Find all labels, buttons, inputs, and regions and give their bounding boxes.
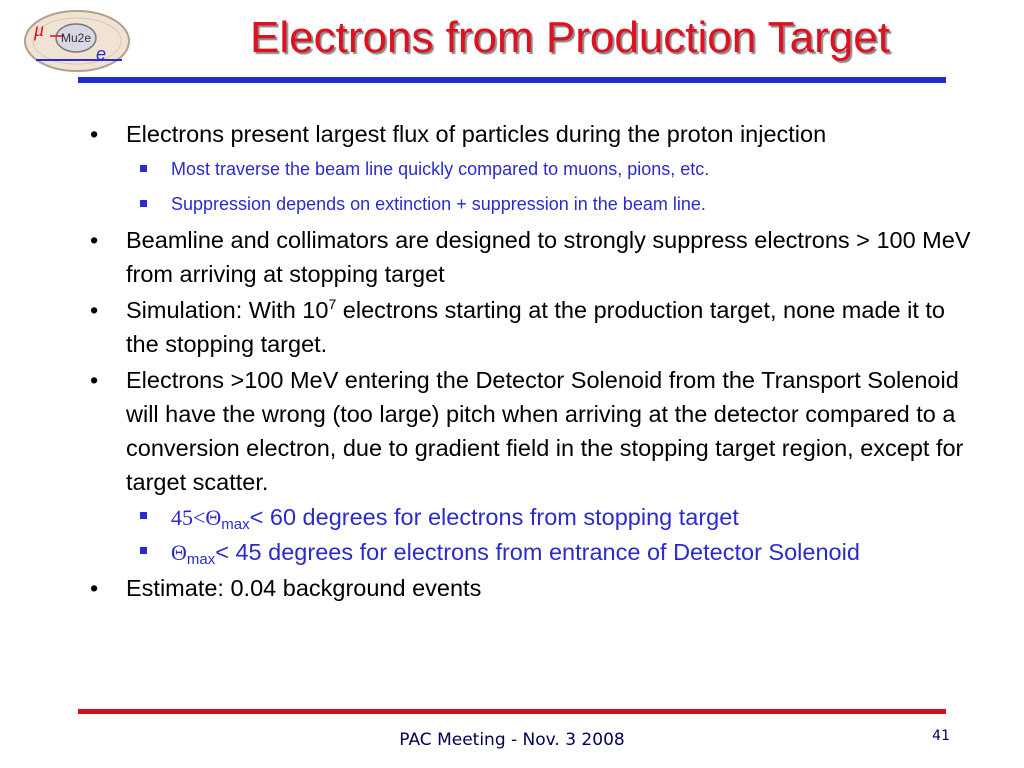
slide-body [78, 117, 983, 607]
sub-bullet-item [78, 536, 983, 569]
sub-bullet-text: Suppression depends on extinction + suppression in the beam line. [171, 194, 706, 214]
logo-mu-glyph: μ [34, 19, 45, 41]
mu2e-logo-graphic [22, 8, 132, 74]
bullet-text: Electrons present largest flux of particles during the proton injection [126, 121, 827, 147]
bullet-item [78, 293, 983, 361]
theta-lead: Θ [171, 540, 187, 565]
bullet-text: Electrons >100 MeV entering the Detector Solenoid from the Transport Solenoid will have the wrong (too large) pitch when arriving at the detector compared to a conversion electron, due to gradient field in the stopping target region, except for target scatter. [126, 367, 964, 495]
bullet-dot: • [90, 297, 99, 323]
bullet-item [78, 117, 983, 151]
bullet-dot: • [90, 575, 99, 601]
sub-bullet-item [78, 501, 983, 534]
bullet-text-pre: Simulation: With 10 [126, 297, 329, 323]
exponent: 7 [328, 296, 337, 312]
subscript-max: max [221, 516, 250, 533]
bullet-dot: • [90, 121, 99, 147]
bullet-item [78, 571, 983, 605]
bullet-text: Estimate: 0.04 background events [126, 575, 482, 601]
logo-e-glyph: e [96, 44, 107, 64]
sub-bullet-text: Most traverse the beam line quickly compared to muons, pions, etc. [171, 159, 710, 179]
square-bullet-icon [140, 200, 147, 207]
page-number: 41 [932, 728, 950, 744]
bullet-dot: • [90, 367, 99, 393]
bullet-item [78, 363, 983, 499]
square-bullet-icon [140, 547, 147, 554]
bullet-item [78, 223, 983, 291]
sub-bullet-item [78, 153, 983, 186]
sub-bullet-item [78, 188, 983, 221]
mu2e-logo [22, 8, 132, 74]
sub-bullet-text: < 45 degrees for electrons from entrance of Detector Solenoid [215, 539, 860, 565]
bullet-dot: • [90, 227, 99, 253]
footer-rule [78, 709, 946, 714]
sub-bullet-text: < 60 degrees for electrons from stopping target [249, 504, 739, 530]
bullet-text-post: electrons starting at the production target, none made it to the stopping target. [126, 297, 946, 357]
logo-center-text: Mu2e [61, 31, 92, 45]
footer-text: PAC Meeting - Nov. 3 2008 [399, 730, 625, 750]
subscript-max: max [186, 551, 216, 568]
slide-title: Electrons from Production Target [250, 13, 890, 62]
square-bullet-icon [140, 165, 147, 172]
bullet-text: Beamline and collimators are designed to strongly suppress electrons > 100 MeV from arriving at stopping target [126, 227, 971, 287]
square-bullet-icon [140, 512, 147, 519]
title-underline-rule [78, 77, 946, 83]
theta-lead: 45<Θ [171, 505, 222, 530]
